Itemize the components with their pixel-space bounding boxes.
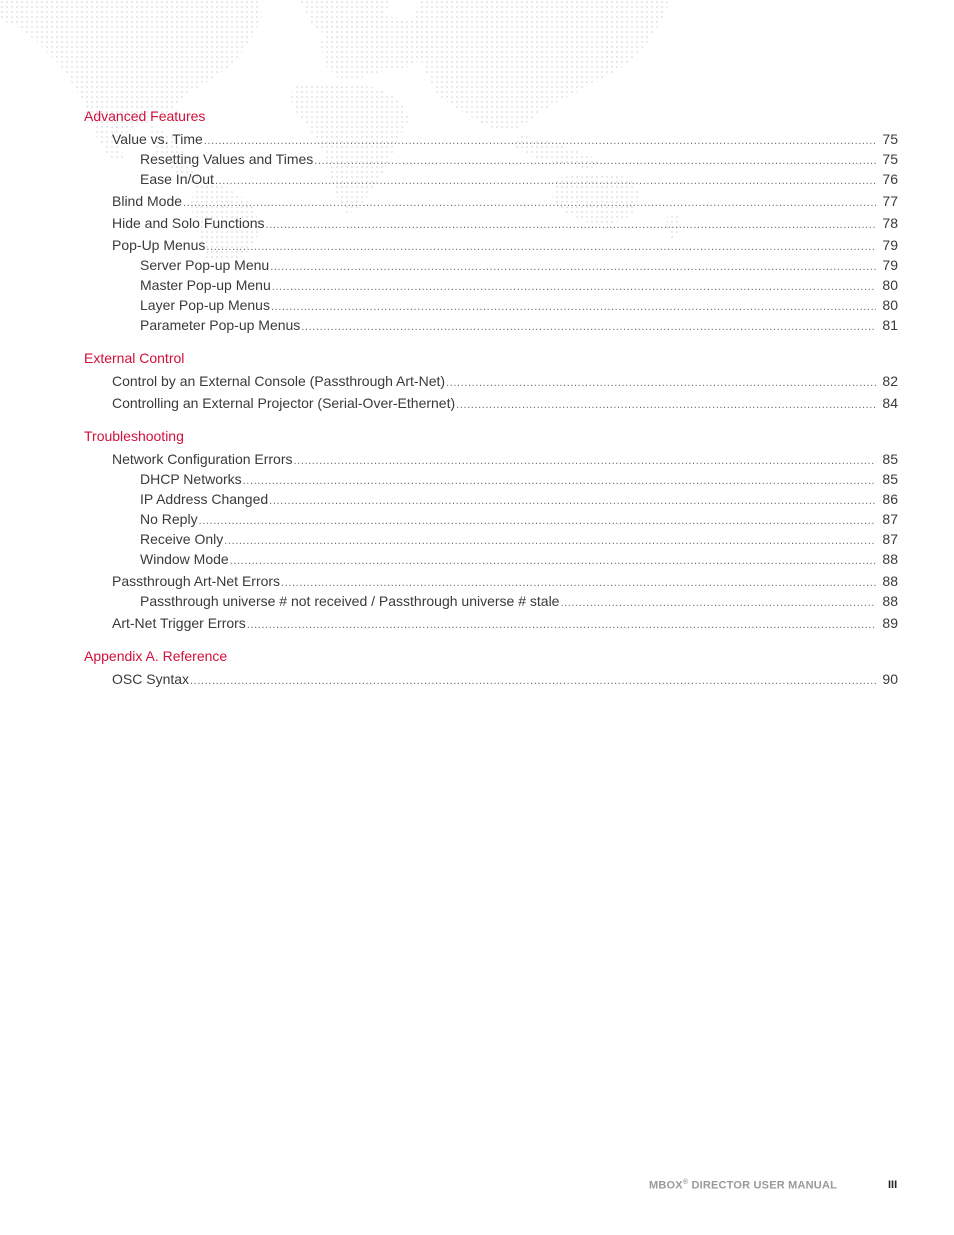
page-footer [0, 1179, 954, 1195]
toc-entry-label: OSC Syntax [112, 671, 190, 687]
footer-manual-title [649, 1179, 837, 1192]
dot-leader [272, 277, 876, 297]
dot-leader [183, 193, 876, 213]
dot-leader [456, 395, 876, 415]
toc-entry[interactable] [84, 571, 898, 591]
dot-leader [206, 237, 876, 257]
toc-entry-page-number: 87 [882, 511, 898, 527]
table-of-contents [84, 107, 898, 703]
dot-leader [215, 171, 876, 191]
toc-entry[interactable] [84, 469, 898, 489]
toc-entry-label: Value vs. Time [112, 131, 203, 147]
toc-entry-page-number: 87 [882, 531, 898, 547]
dot-leader [314, 151, 876, 171]
toc-entry[interactable] [84, 489, 898, 509]
toc-entry-label: Resetting Values and Times [140, 151, 314, 167]
toc-entry-label: Passthrough Art-Net Errors [112, 573, 281, 589]
dot-leader [271, 297, 876, 317]
toc-entry-page-number: 85 [882, 471, 898, 487]
toc-entry[interactable] [84, 295, 898, 315]
dot-leader [294, 451, 876, 471]
toc-entry-page-number: 80 [882, 277, 898, 293]
toc-entry-label: Master Pop-up Menu [140, 277, 271, 293]
toc-entry-label: No Reply [140, 511, 198, 527]
toc-entry[interactable] [84, 529, 898, 549]
toc-entry-label: Blind Mode [112, 193, 183, 209]
toc-entry-label: DHCP Networks [140, 471, 242, 487]
dot-leader [247, 615, 876, 635]
toc-section [84, 349, 898, 413]
toc-entry[interactable] [84, 213, 898, 233]
footer-brand: MBOX [649, 1179, 683, 1192]
toc-entry-page-number: 89 [882, 615, 898, 631]
toc-entry-page-number: 81 [882, 317, 898, 333]
dot-leader [204, 131, 876, 151]
dot-leader [199, 511, 876, 531]
toc-entry-page-number: 75 [882, 131, 898, 147]
toc-entry[interactable] [84, 149, 898, 169]
toc-entry-page-number: 75 [882, 151, 898, 167]
toc-entry-page-number: 76 [882, 171, 898, 187]
toc-entry[interactable] [84, 315, 898, 335]
dot-leader [281, 573, 876, 593]
toc-section [84, 647, 898, 689]
toc-entry[interactable] [84, 169, 898, 189]
toc-entry[interactable] [84, 393, 898, 413]
toc-section-title[interactable]: External Control [84, 350, 185, 366]
dot-leader [243, 471, 876, 491]
toc-entry-label: Ease In/Out [140, 171, 214, 187]
dot-leader [446, 373, 876, 393]
toc-entry[interactable] [84, 669, 898, 689]
toc-entry-label: Art-Net Trigger Errors [112, 615, 246, 631]
toc-section [84, 427, 898, 633]
toc-entry-page-number: 79 [882, 237, 898, 253]
toc-entry-page-number: 79 [882, 257, 898, 273]
toc-entry-page-number: 77 [882, 193, 898, 209]
toc-entry-label: Parameter Pop-up Menus [140, 317, 301, 333]
dot-leader [190, 671, 876, 691]
footer-manual-name: DIRECTOR USER MANUAL [691, 1179, 838, 1192]
dot-leader [269, 491, 876, 511]
dot-leader [230, 551, 876, 571]
dot-leader [270, 257, 876, 277]
dot-leader [301, 317, 876, 337]
toc-entry-label: Receive Only [140, 531, 224, 547]
toc-entry-label: Server Pop-up Menu [140, 257, 270, 273]
toc-entry-label: Controlling an External Projector (Serial-Over-Ethernet) [112, 395, 456, 411]
toc-entry-label: Window Mode [140, 551, 229, 567]
toc-entry-label: Passthrough universe # not received / Passthrough universe # stale [140, 593, 560, 609]
toc-section [84, 107, 898, 335]
toc-entry-page-number: 85 [882, 451, 898, 467]
toc-entry-label: Network Configuration Errors [112, 451, 293, 467]
toc-entry-page-number: 88 [882, 593, 898, 609]
dot-leader [266, 215, 876, 235]
toc-entry-label: Pop-Up Menus [112, 237, 206, 253]
toc-entry-label: Hide and Solo Functions [112, 215, 265, 231]
toc-entry-page-number: 86 [882, 491, 898, 507]
dot-leader [224, 531, 876, 551]
toc-entry-page-number: 88 [882, 551, 898, 567]
toc-section-title[interactable]: Advanced Features [84, 108, 206, 124]
toc-entry-page-number: 90 [882, 671, 898, 687]
toc-entry[interactable] [84, 129, 898, 149]
footer-page-number: III [888, 1179, 898, 1191]
toc-entry-page-number: 88 [882, 573, 898, 589]
dot-leader [560, 593, 876, 613]
toc-entry-label: Layer Pop-up Menus [140, 297, 270, 313]
toc-section-title[interactable]: Appendix A. Reference [84, 648, 228, 664]
toc-entry[interactable] [84, 549, 898, 569]
toc-entry-label: Control by an External Console (Passthrough Art-Net) [112, 373, 446, 389]
toc-section-title[interactable]: Troubleshooting [84, 428, 184, 444]
toc-entry[interactable] [84, 235, 898, 255]
toc-entry[interactable] [84, 591, 898, 611]
toc-entry[interactable] [84, 449, 898, 469]
toc-entry-label: IP Address Changed [140, 491, 269, 507]
toc-entry[interactable] [84, 509, 898, 529]
trademark-symbol: ® [682, 1179, 689, 1186]
toc-entry[interactable] [84, 255, 898, 275]
toc-entry[interactable] [84, 191, 898, 211]
toc-entry-page-number: 82 [882, 373, 898, 389]
toc-entry[interactable] [84, 275, 898, 295]
toc-entry-page-number: 80 [882, 297, 898, 313]
toc-entry-page-number: 78 [882, 215, 898, 231]
toc-entry-page-number: 84 [882, 395, 898, 411]
toc-entry[interactable] [84, 371, 898, 391]
toc-entry[interactable] [84, 613, 898, 633]
